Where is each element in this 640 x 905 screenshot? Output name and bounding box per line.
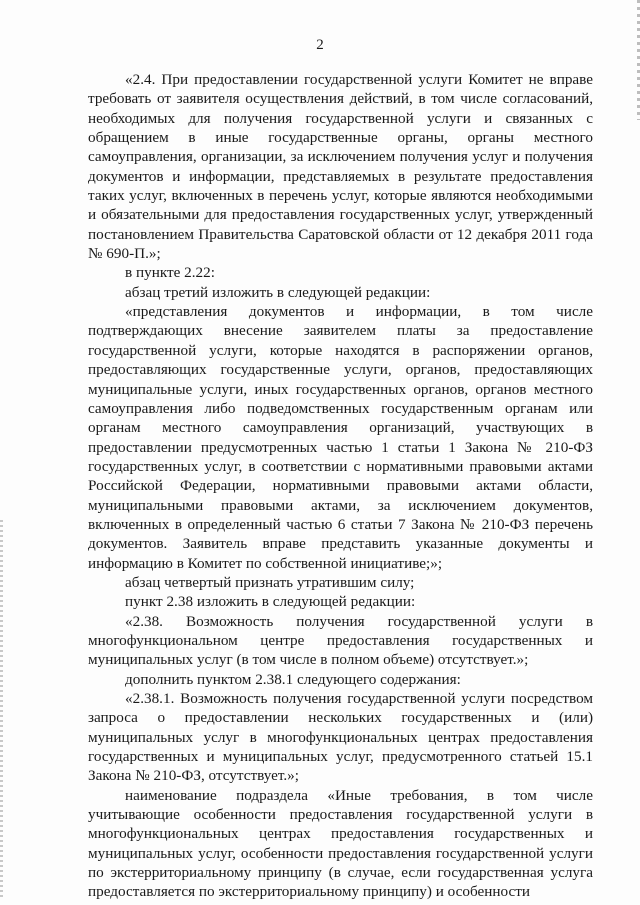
paragraph-2-4: «2.4. При предоставлении государственной услуги Комитет не вправе требовать от заявителя осуществления действий, в том числе согласований, необходимых для получения государственной услуги и связанных с обращением в иные государственные органы, органы местного самоуправления, организации, за исключением получения услуг и получения документов и информации, представляемых в результате предоставления таких услуг, включенных в перечень услуг, которые являются необходимыми и обязательными для предоставления государственных услуг, утвержденный постановлением Правительства Саратовской области от 12 декабря 2011 года № 690-П.»; [88, 71, 593, 263]
scan-edge-mark [0, 520, 3, 900]
paragraph-subsection-name: наименование подраздела «Иные требования, в том числе учитывающие особенности предоставления государственной услуги в многофункциональных центрах предоставления государственных и муниципальных услуг, особенности предоставления государственной услуги по экстерриториальному принципу (в случае, если государственная услуга предоставляется по экстерриториальному принципу) и особенности [88, 786, 593, 901]
paragraph-point-2-22: в пункте 2.22: [125, 264, 215, 282]
document-body [88, 70, 593, 902]
page-number: 2 [316, 37, 324, 53]
paragraph-add-2-38-1: дополнить пунктом 2.38.1 следующего содержания: [125, 670, 461, 688]
paragraph-point-2-38: пункт 2.38 изложить в следующей редакции: [125, 593, 416, 611]
paragraph-abzac-3: абзац третий изложить в следующей редакции: [125, 283, 431, 301]
paragraph-2-38-1-text: «2.38.1. Возможность получения государственной услуги посредством запроса о предоставлении нескольких государственных и (или) муниципальных услуг в многофункциональных центрах предоставления государственных и муниципальных услуг, предусмотренного статьей 15.1 Закона № 210-ФЗ, отсутствует.»; [88, 690, 593, 785]
paragraph-2-38-text: «2.38. Возможность получения государственной услуги в многофункциональном центре предоставления государственных и муниципальных услуг (в том числе в полном объеме) отсутствует.»; [88, 612, 593, 669]
paragraph-abzac-3-text: «представления документов и информации, в том числе подтверждающих внесение заявителем платы за предоставление государственной услуги, которые находятся в распоряжении органов, предоставляющих государственные услуги, органов, предоставляющих муниципальные услуги, иных государственных органов, органов местного самоуправления либо подведомственных государственным органам или органам местного самоуправления организаций, участвующих в предоставлении предусмотренных частью 1 статьи 1 Закона № 210-ФЗ государственных услуг, в соответствии с нормативными правовыми актами Российской Федерации, нормативными правовыми актами области, муниципальными правовыми актами, за исключением документов, включенных в определенный частью 6 статьи 7 Закона № 210-ФЗ перечень документов. Заявитель вправе представить указанные документы и информацию в Комитет по собственной инициативе;»; [88, 303, 593, 572]
paragraph-abzac-4: абзац четвертый признать утратившим силу; [125, 573, 415, 591]
